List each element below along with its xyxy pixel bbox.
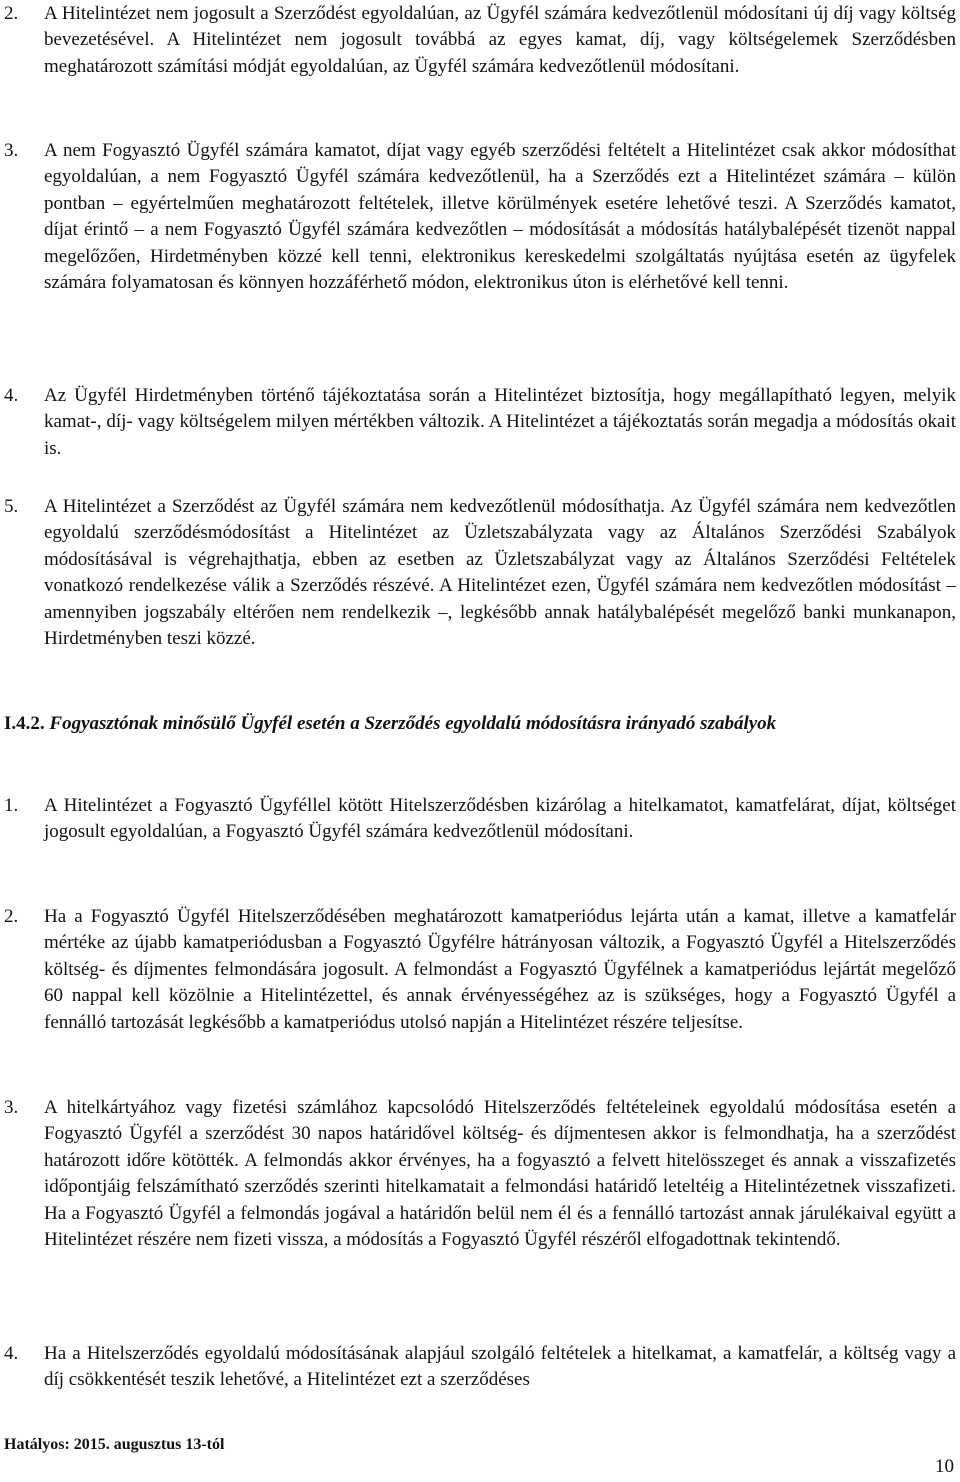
item-number: 5. [4, 496, 19, 517]
page-number: 10 [935, 1456, 954, 1477]
item-text: A nem Fogyasztó Ügyfél számára kamatot, díjat vagy egyéb szerződési feltételt a Hitelintézet csak akkor módosíthat egyoldalúan, a nem Fogyasztó Ügyfél számára kedvezőtlenül, ha a Szerződés ezt a Hitelintézet számára – külön pontban – egyértelműen meghatározott feltételek, illetve körülmények esetére lehetővé teszi. A Szerződés kamatot, díjat érintő – a nem Fogyasztó Ügyfél számára kedvezőtlen – módosítását a módosítás hatálybalépését tizenöt nappal megelőzően, Hirdetményben közzé kell tenni, elektronikus kereskedelmi szolgáltatás nyújtása esetén az ügyfelek számára folyamatosan és könnyen hozzáférhető módon, elektronikus úton is elérhetővé kell tenni. [44, 140, 956, 294]
list-item [4, 904, 956, 1036]
item-number: 3. [4, 1097, 19, 1118]
list-item [4, 1095, 956, 1253]
list-item [4, 383, 956, 462]
list-item [4, 793, 956, 846]
item-number: 4. [4, 385, 19, 406]
item-number: 3. [4, 140, 19, 161]
list-item [4, 1341, 956, 1394]
item-number: 2. [4, 906, 19, 927]
item-number: 4. [4, 1343, 19, 1364]
section-number: I.4.2. [4, 713, 45, 734]
list-item [4, 494, 956, 652]
list-item [4, 138, 956, 296]
item-text: A hitelkártyához vagy fizetési számlához kapcsolódó Hitelszerződés feltételeinek egyoldalú módosítása esetén a Fogyasztó Ügyfél a szerződést 30 napos határidővel költség- és díjmentesen akkor is felmondhatja, ha a szerződést határozott időre kötötték. A felmondás akkor érvényes, ha a fogyasztó a felvett hitelösszeget és annak a visszafizetés időpontjáig felszámítható szerződés szerinti hitelkamatait a felmondási határidő leteltéig a Hitelintézetnek visszafizeti. Ha a Fogyasztó Ügyfél a felmondás jogával a határidőn belül nem él és a fennálló tartozást annak járulékaival együtt a Hitelintézet részére nem fizeti vissza, a módosítás a Fogyasztó Ügyfél részéről elfogadottnak tekintendő. [44, 1097, 956, 1251]
item-text: Az Ügyfél Hirdetményben történő tájékoztatása során a Hitelintézet biztosítja, hogy megállapítható legyen, melyik kamat-, díj- vagy költségelem milyen mértékben változik. A Hitelintézet a tájékoztatás során megadja a módosítás okait is. [44, 385, 956, 459]
item-number: 2. [4, 3, 19, 24]
item-text: A Hitelintézet a Szerződést az Ügyfél számára nem kedvezőtlenül módosíthatja. Az Ügyfél számára nem kedvezőtlen egyoldalú szerződésmódosítást a Hitelintézet az Üzletszabályzata vagy az Általános Szerződési Szabályok módosításával is végrehajthatja, ebben az esetben az Üzletszabályzat vagy az Általános Szerződési Feltételek vonatkozó rendelkezése válik a Szerződés részévé. A Hitelintézet ezen, Ügyfél számára nem kedvezőtlen módosítást – amennyiben jogszabály eltérően nem rendelkezik –, legkésőbb annak hatálybalépését megelőző banki munkanapon, Hirdetményben teszi közzé. [44, 496, 956, 650]
item-text: Ha a Fogyasztó Ügyfél Hitelszerződésében meghatározott kamatperiódus lejárta után a kamat, illetve a kamatfelár mértéke az újabb kamatperiódusban a Fogyasztó Ügyfélre hátrányosan változik, a Fogyasztó Ügyfél a Hitelszerződés költség- és díjmentes felmondására jogosult. A felmondást a Fogyasztó Ügyfélnek a kamatperiódus lejártát megelőző 60 nappal kell közölnie a Hitelintézettel, és annak érvényességéhez az is szükséges, hogy a Fogyasztó Ügyfél a fennálló tartozását legkésőbb a kamatperiódus utolsó napján a Hitelintézet részére teljesítse. [44, 906, 956, 1033]
item-text: Ha a Hitelszerződés egyoldalú módosításának alapjául szolgáló feltételek a hitelkamat, a kamatfelár, a költség vagy a díj csökkentését teszik lehetővé, a Hitelintézet ezt a szerződéses [44, 1343, 956, 1391]
item-number: 1. [4, 795, 19, 816]
item-text: A Hitelintézet nem jogosult a Szerződést egyoldalúan, az Ügyfél számára kedvezőtlenül módosítani új díj vagy költség bevezetésével. A Hitelintézet nem jogosult továbbá az egyes kamat, díj, vagy költségelemek Szerződésben meghatározott számítási módját egyoldalúan, az Ügyfél számára kedvezőtlenül módosítani. [44, 3, 956, 77]
section-title: Fogyasztónak minősülő Ügyfél esetén a Szerződés egyoldalú módosításra irányadó szabályok [49, 713, 777, 734]
section-heading [4, 711, 956, 737]
effective-date: Hatályos: 2015. augusztus 13-tól [4, 1436, 225, 1453]
item-text: A Hitelintézet a Fogyasztó Ügyféllel kötött Hitelszerződésben kizárólag a hitelkamatot, kamatfelárat, díjat, költséget jogosult egyoldalúan, a Fogyasztó Ügyfél számára kedvezőtlenül módosítani. [44, 795, 956, 843]
list-item [4, 1, 956, 80]
